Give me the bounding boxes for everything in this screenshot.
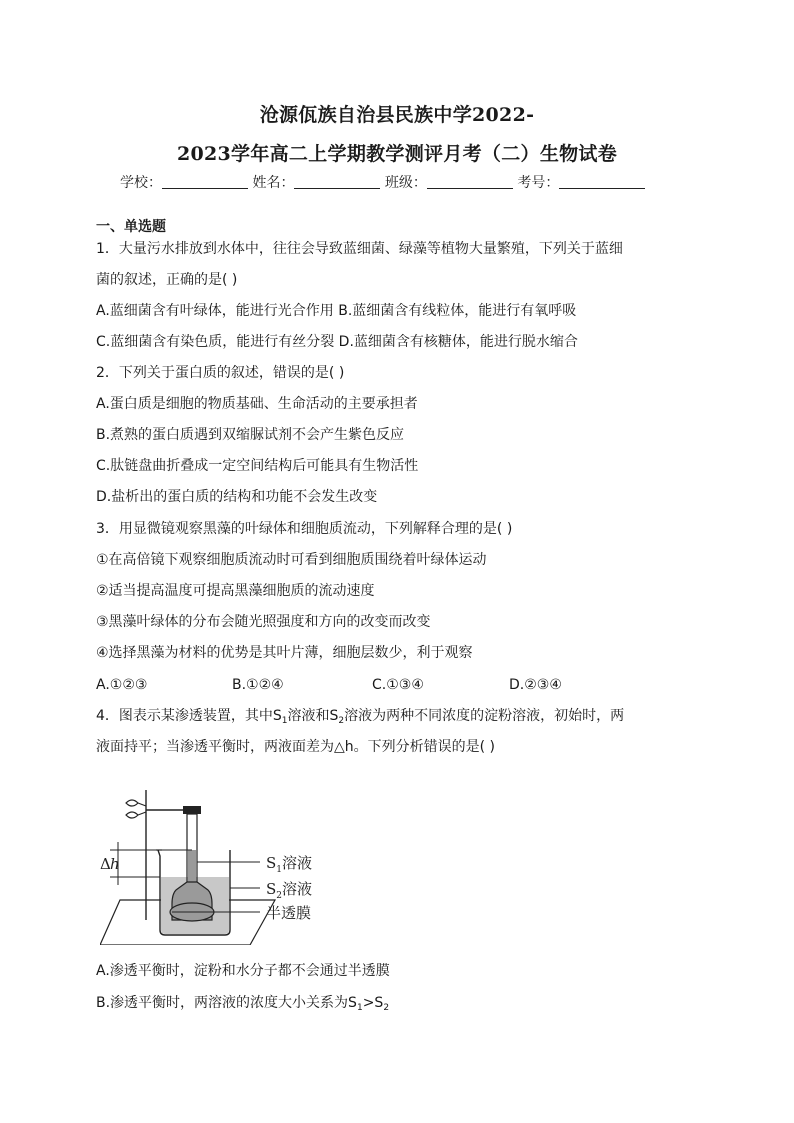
- s2-solution-label: $S_2$溶液: [266, 880, 313, 901]
- q3-statement-3: ③黑藻叶绿体的分布会随光照强度和方向的改变而改变: [96, 614, 431, 630]
- q3-option-b: B.①②④: [232, 677, 284, 693]
- q2-option-d: D.盐析出的蛋白质的结构和功能不会发生改变: [96, 489, 378, 505]
- q3-stem: 3．用显微镜观察黑藻的叶绿体和细胞质流动，下列解释合理的是( ): [96, 521, 513, 537]
- clamp-block: [183, 806, 201, 814]
- class-blank: [427, 174, 513, 189]
- q2-option-c: C.肽链盘曲折叠成一定空间结构后可能具有生物活性: [96, 458, 419, 474]
- s1-solution-label: $S_1$溶液: [266, 854, 313, 875]
- exam-number-label: 考号：: [517, 175, 560, 191]
- q4-stem-line1: 4．图表示某渗透装置，其中$S_1$溶液和$S_2$溶液为两种不同浓度的淀粉溶液，初始时，两: [96, 708, 625, 726]
- q3-option-a: A.①②③: [96, 677, 148, 693]
- student-info-row: [120, 172, 645, 192]
- q2-option-b: B.煮熟的蛋白质遇到双缩脲试剂不会产生紫色反应: [96, 427, 405, 443]
- q3-statement-4: ④选择黑藻为材料的优势是其叶片薄，细胞层数少，利于观察: [96, 645, 473, 661]
- q3-statement-1: ①在高倍镜下观察细胞质流动时可看到细胞质围绕着叶绿体运动: [96, 552, 487, 568]
- section-heading: 一、单选题: [96, 219, 166, 235]
- exam-title-line1: 沧源佤族自治县民族中学2022-: [259, 104, 535, 126]
- q1-stem-line2: 菌的叙述，正确的是( ): [96, 272, 238, 288]
- membrane-label: 半透膜: [266, 904, 312, 922]
- name-blank: [294, 174, 380, 189]
- q2-option-a: A.蛋白质是细胞的物质基础、生命活动的主要承担者: [96, 396, 418, 412]
- exam-title-line2: 2023学年高二上学期教学测评月考（二）生物试卷: [176, 143, 618, 165]
- name-label: 姓名：: [252, 175, 295, 191]
- q3-options-row: [96, 676, 696, 694]
- q3-option-c: C.①③④: [372, 677, 424, 693]
- q1-options-line2: C.蓝细菌含有染色质，能进行有丝分裂 D.蓝细菌含有核糖体，能进行脱水缩合: [96, 334, 578, 350]
- q1-stem-line1: 1．大量污水排放到水体中，往往会导致蓝细菌、绿藻等植物大量繁殖，下列关于蓝细: [96, 241, 623, 257]
- q3-option-d: D.②③④: [509, 677, 562, 693]
- q4-option-a: A.渗透平衡时，淀粉和水分子都不会通过半透膜: [96, 963, 390, 979]
- q4-option-b: B.渗透平衡时，两溶液的浓度大小关系为$S_1>S_2$: [96, 995, 390, 1013]
- school-blank: [162, 174, 248, 189]
- q1-options-line1: A.蓝细菌含有叶绿体，能进行光合作用 B.蓝细菌含有线粒体，能进行有氧呼吸: [96, 303, 577, 319]
- osmosis-apparatus-diagram: [100, 770, 340, 945]
- h-label: h: [110, 855, 120, 873]
- school-label: 学校：: [120, 175, 162, 191]
- q4-stem-line2: 液面持平；当渗透平衡时，两液面差为△h。下列分析错误的是( ): [96, 739, 496, 755]
- exam-number-blank: [559, 174, 645, 189]
- class-label: 班级：: [384, 175, 427, 191]
- q2-stem: 2．下列关于蛋白质的叙述，错误的是( ): [96, 365, 345, 381]
- q3-statement-2: ②适当提高温度可提高黑藻细胞质的流动速度: [96, 583, 375, 599]
- delta-label: Δ: [100, 855, 111, 873]
- s1-solution-column: [188, 850, 196, 882]
